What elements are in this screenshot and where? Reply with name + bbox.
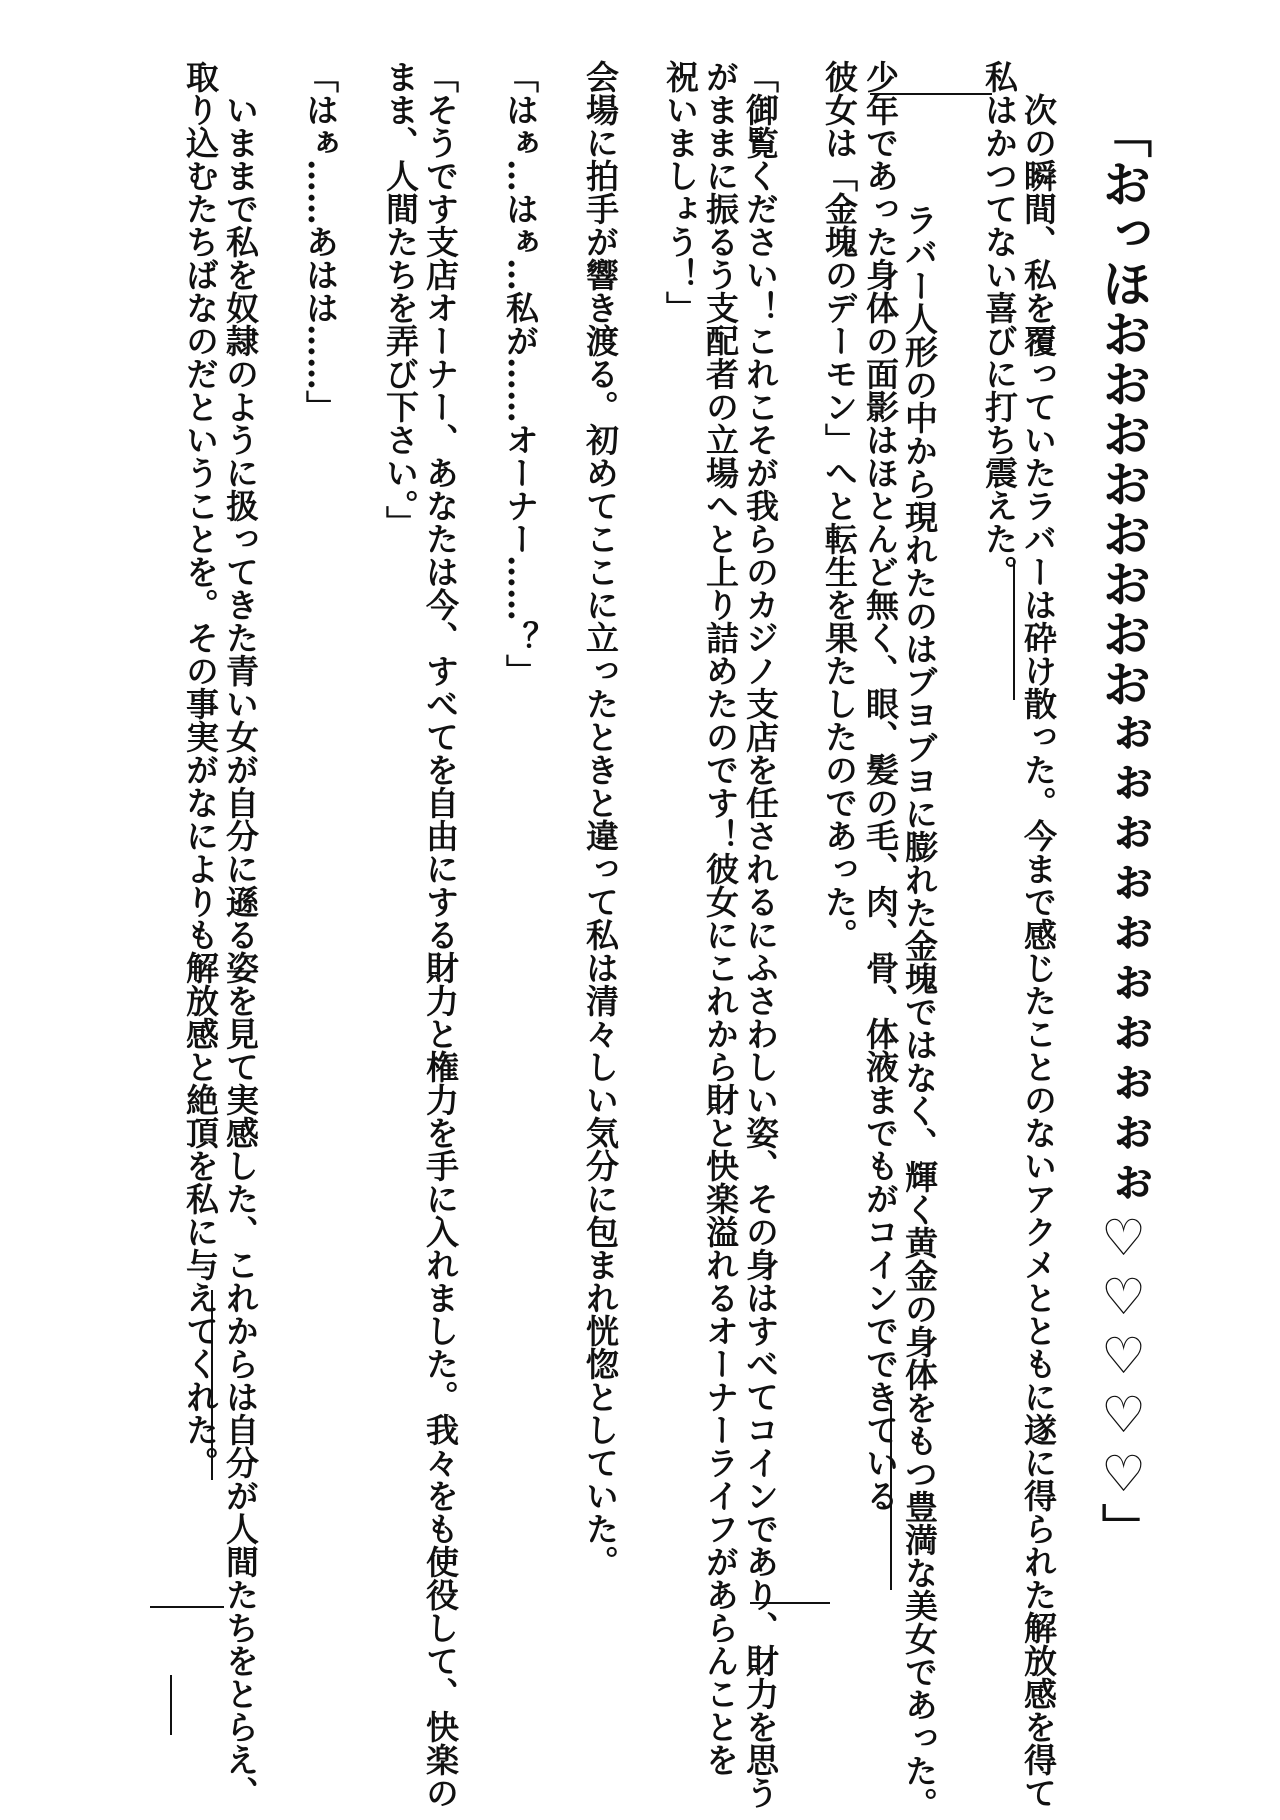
text-line-11: 「そうです支店オーナー、あなたは今、すべてを自由にする財力と権力を手に入れました。我々をも使役して、快楽の	[421, 60, 460, 1809]
text-line-1: 次の瞬間、私を覆っていたラバーは砕け散った。今まで感じたことのないアクメとともに遂に得られた解放感を得て	[1019, 93, 1058, 1809]
dash-line	[170, 1675, 172, 1735]
dash-line	[211, 1290, 213, 1480]
dash-line	[890, 1400, 892, 1590]
dash-line	[750, 1602, 830, 1604]
text-line-12: まま、人間たちを弄び下さい。」	[381, 60, 420, 539]
page-title: 「おっほおおおおおおおおぉぉぉぉぉぉぉぉぉぉ♡♡♡♡♡」	[1094, 108, 1153, 1553]
text-line-6: 「御覧ください！これこそが我らのカジノ支店を任されるにふさわしい姿、その身はすべてコインであり、財力を思う	[741, 60, 780, 1809]
text-line-14: いままで私を奴隷のように扱ってきた青い女が自分に遜る姿を見て実感した、これからは自分が人間たちをとらえ、	[221, 93, 260, 1809]
text-line-8: 祝いましょう！」	[661, 60, 700, 324]
text-line-2: 私はかつてない喜びに打ち震えた。	[980, 60, 1019, 588]
dash-line	[1013, 560, 1015, 700]
text-line-5: 彼女は「金塊のデーモン」へと転生を果たしたのであった。	[820, 60, 859, 951]
text-line-7: がままに振るう支配者の立場へと上り詰めたのです！彼女にこれから財と快楽溢れるオーナーライフがあらんことを	[701, 60, 740, 1776]
dash-line	[150, 1606, 224, 1608]
text-line-15: 取り込むたちばなのだということを。その事実がなによりも解放感と絶頂を私に与えてくれた。	[181, 60, 220, 1479]
text-line-3: ラバー人形の中から現れたのはブヨブヨに膨れた金塊ではなく、輝く黄金の身体をもつ豊満な美女であった。	[900, 203, 939, 1820]
dash-line	[870, 93, 948, 95]
text-line-13: 「はぁ……あはは……」	[301, 60, 340, 423]
text-line-4: 少年であった身体の面影はほとんど無く、眼、髪の毛、肉、骨、体液までもがコインでできている	[861, 60, 900, 1512]
text-line-9: 会場に拍手が響き渡る。初めてここに立ったときと違って私は清々しい気分に包まれ恍惚としていた。	[581, 60, 620, 1578]
text-line-10: 「はぁ…はぁ…私が……オーナー……？」	[501, 60, 540, 687]
